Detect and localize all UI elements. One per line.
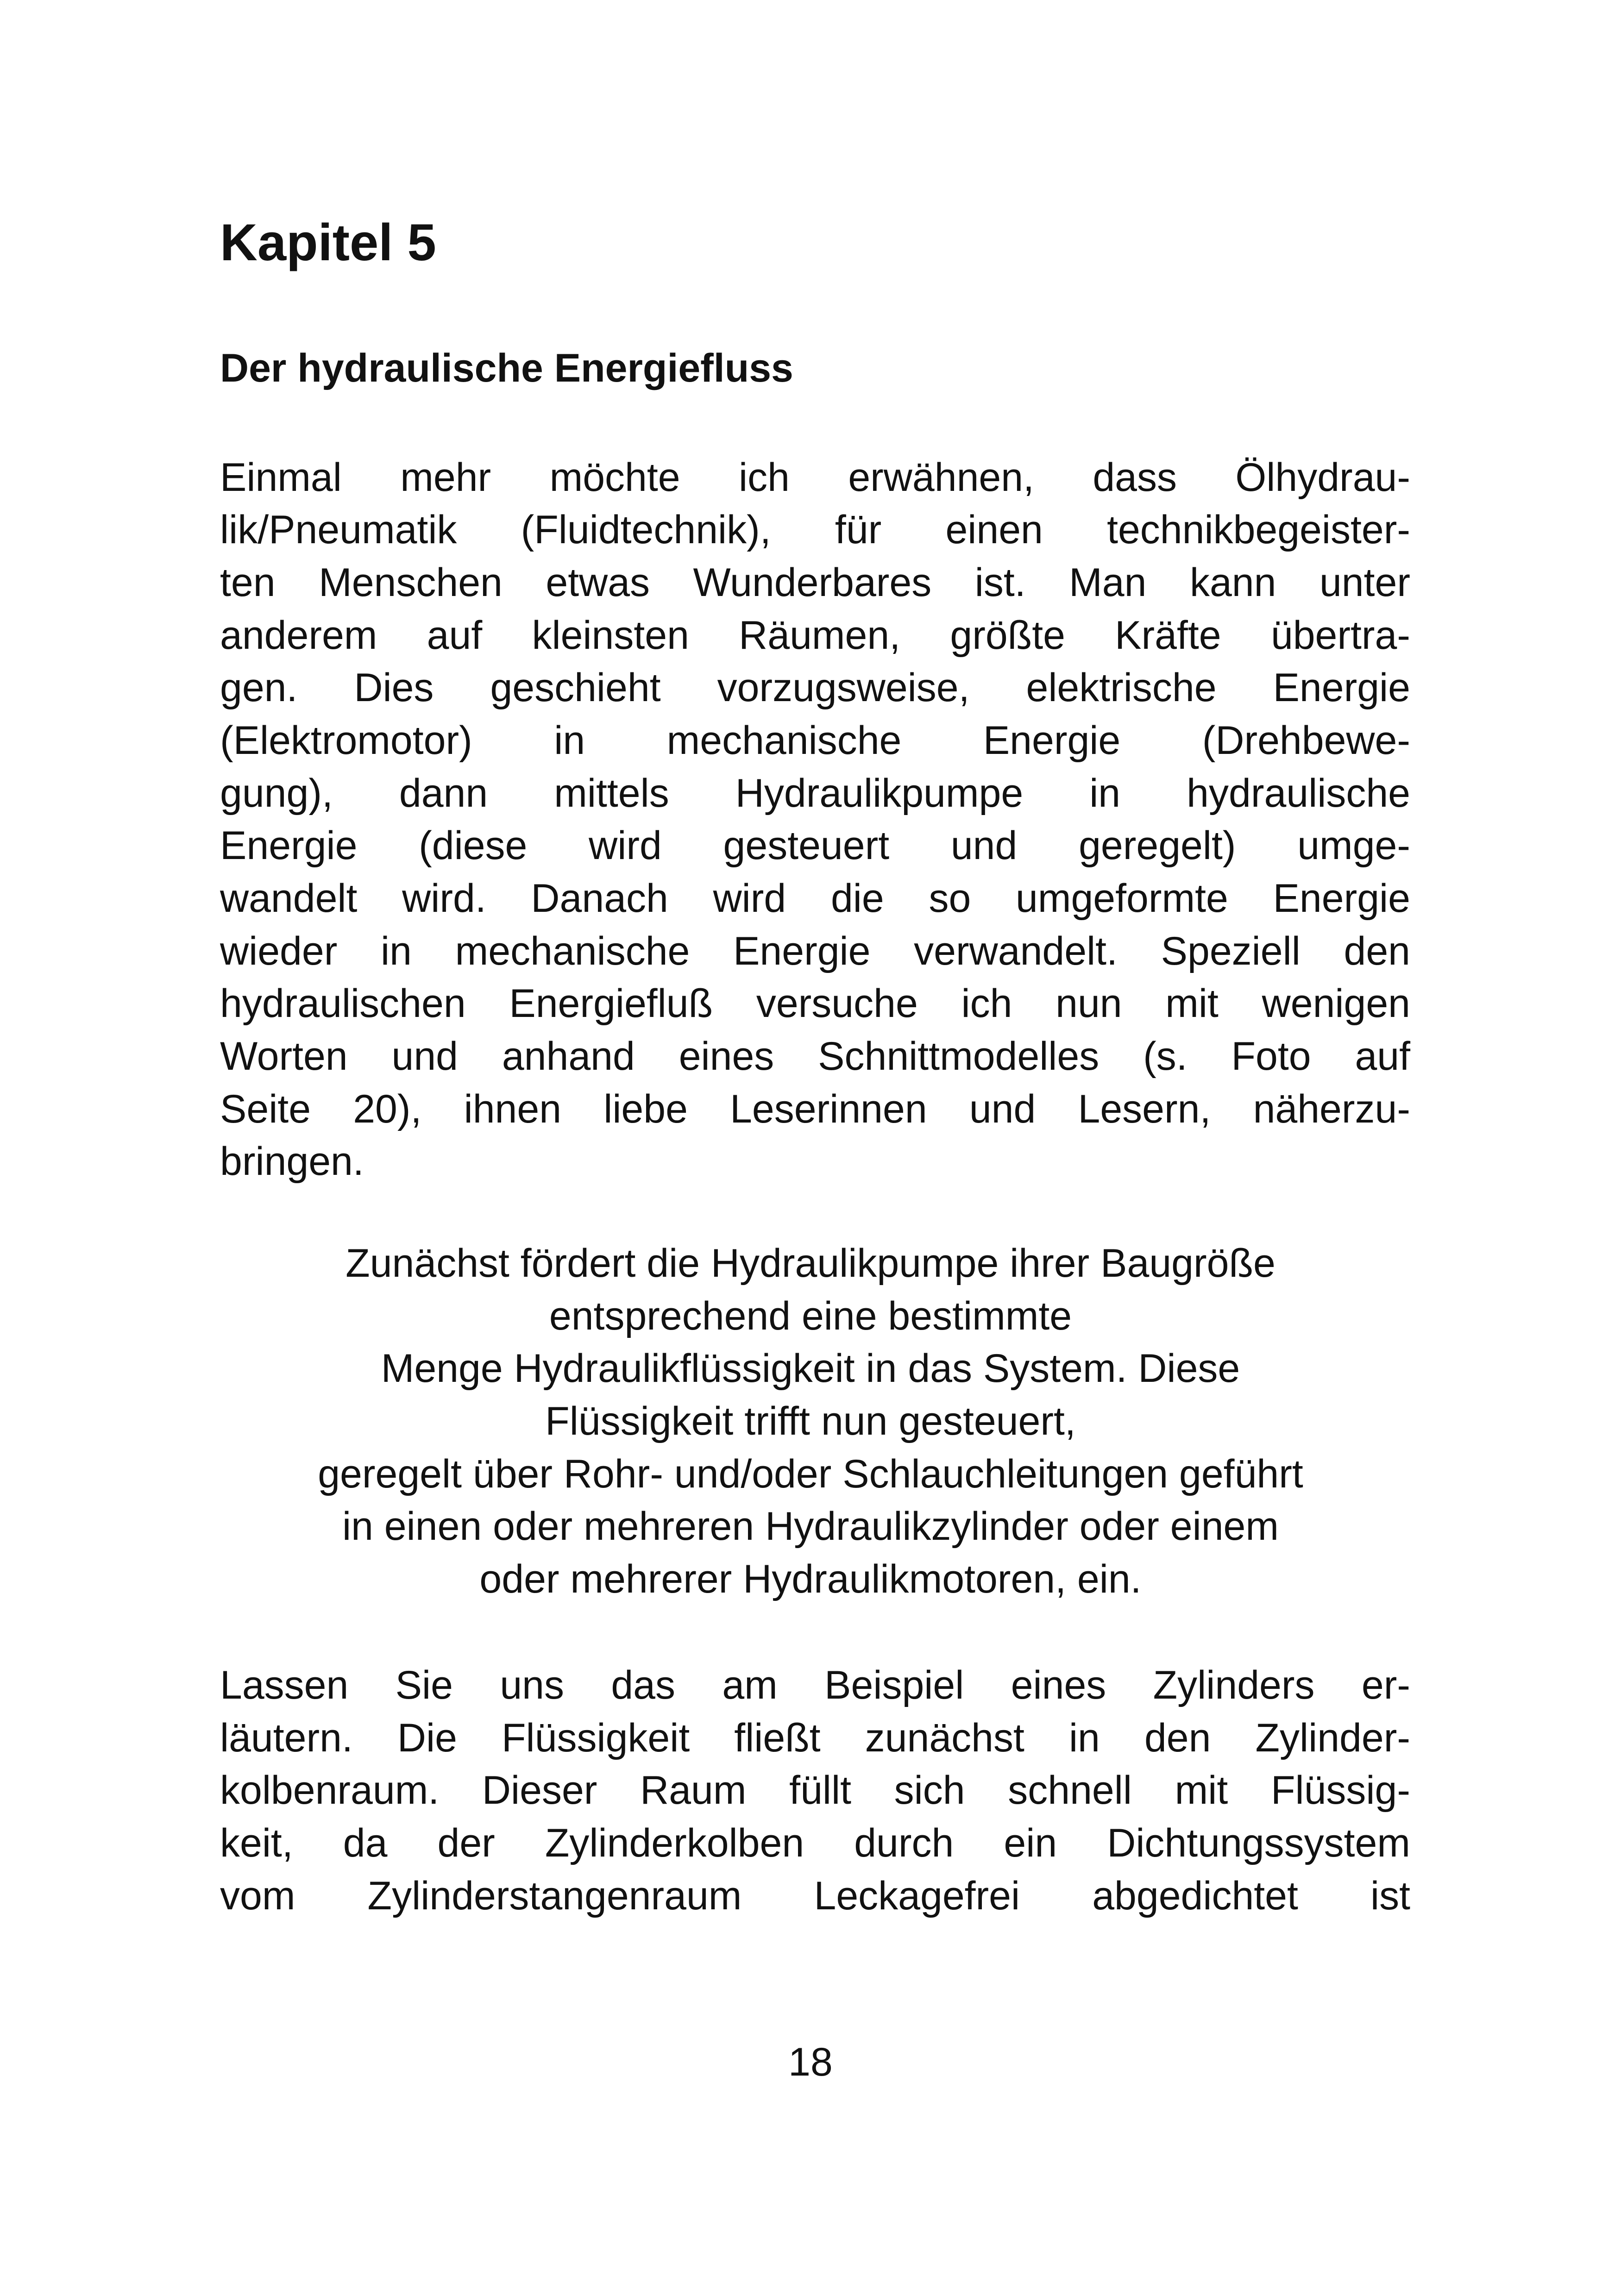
paragraph-line: gen. Dies geschieht vorzugsweise, elektrische Energie	[220, 665, 1410, 710]
paragraph-line: Energie (diese wird gesteuert und geregelt) umge-	[220, 823, 1410, 868]
paragraph-line: kolbenraum. Dieser Raum füllt sich schnell mit Flüssig-	[220, 1768, 1410, 1813]
centered-line: entsprechend eine bestimmte	[549, 1294, 1072, 1338]
paragraph-line: Seite 20), ihnen liebe Leserinnen und Lesern, näherzu-	[220, 1087, 1410, 1131]
centered-line: geregelt über Rohr- und/oder Schlauchleitungen geführt	[318, 1452, 1303, 1496]
paragraph-line: (Elektromotor) in mechanische Energie (Drehbewe-	[220, 718, 1410, 763]
paragraph-line: vom Zylinderstangenraum Leckagefrei abgedichtet ist	[220, 1874, 1410, 1918]
centered-line: Menge Hydraulikflüssigkeit in das System. Diese	[381, 1346, 1240, 1391]
paragraph-line: bringen.	[220, 1139, 364, 1184]
centered-line: Flüssigkeit trifft nun gesteuert,	[545, 1399, 1076, 1443]
paragraph-line: anderem auf kleinsten Räumen, größte Kräfte übertra-	[220, 613, 1410, 658]
paragraph-line: wieder in mechanische Energie verwandelt. Speziell den	[220, 929, 1410, 973]
centered-line: oder mehrerer Hydraulikmotoren, ein.	[479, 1557, 1142, 1601]
paragraph-line: wandelt wird. Danach wird die so umgeformte Energie	[220, 876, 1410, 921]
section-title: Der hydraulische Energiefluss	[220, 346, 793, 390]
paragraph-line: Lassen Sie uns das am Beispiel eines Zylinders er-	[220, 1663, 1410, 1707]
paragraph-line: Einmal mehr möchte ich erwähnen, dass Ölhydrau-	[220, 455, 1410, 500]
centered-line: Zunächst fördert die Hydraulikpumpe ihrer Baugröße	[346, 1241, 1275, 1286]
chapter-title: Kapitel 5	[220, 213, 436, 271]
paragraph-line: gung), dann mittels Hydraulikpumpe in hydraulische	[220, 771, 1410, 816]
paragraph-line: lik/Pneumatik (Fluidtechnik), für einen technikbegeister-	[220, 508, 1410, 552]
paragraph-line: läutern. Die Flüssigkeit fließt zunächst in den Zylinder-	[220, 1716, 1410, 1760]
paragraph-line: Worten und anhand eines Schnittmodelles (s. Foto auf	[220, 1034, 1410, 1079]
paragraph-line: keit, da der Zylinderkolben durch ein Dichtungssystem	[220, 1821, 1410, 1865]
paragraph-line: ten Menschen etwas Wunderbares ist. Man kann unter	[220, 560, 1410, 605]
centered-line: in einen oder mehreren Hydraulikzylinder oder einem	[342, 1504, 1279, 1549]
page-number: 18	[788, 2040, 833, 2084]
paragraph-line: hydraulischen Energiefluß versuche ich nun mit wenigen	[220, 981, 1410, 1026]
